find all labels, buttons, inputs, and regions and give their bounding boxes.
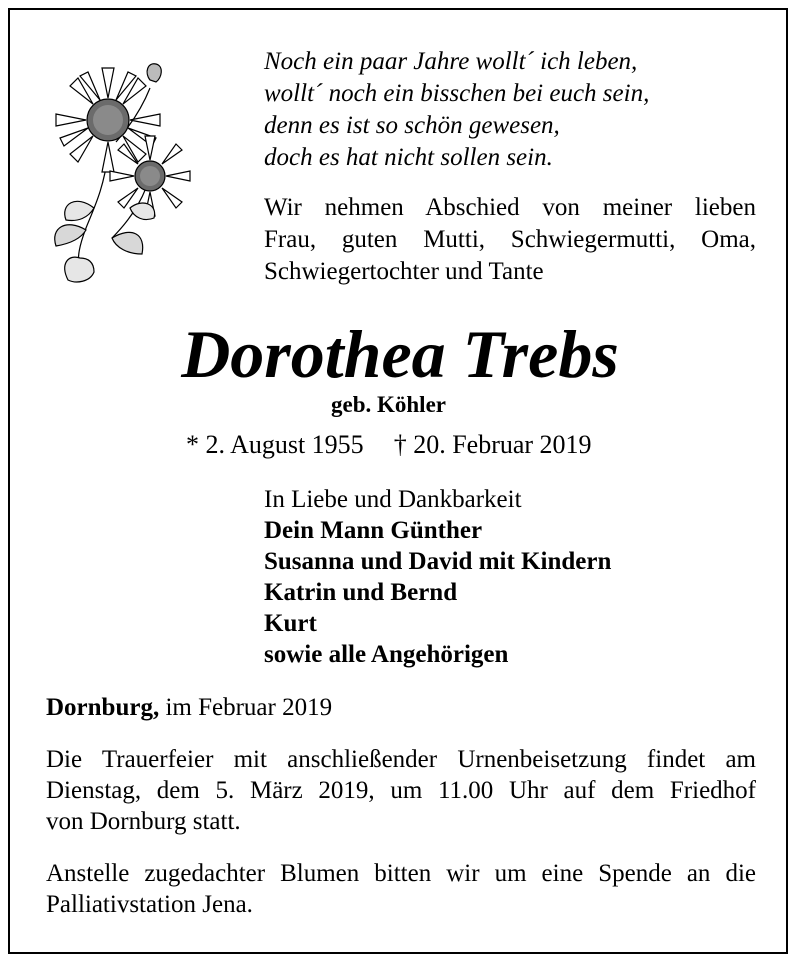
date: im Februar 2019 <box>165 694 333 721</box>
funeral-info-line: Die Trauerfeier mit anschließender Urnenbeisetzung findet am <box>46 746 756 773</box>
place: Dornburg, <box>46 694 160 721</box>
death-date: † 20. Februar 2019 <box>393 430 592 459</box>
farewell-intro <box>264 192 756 288</box>
deceased-name: Dorothea Trebs <box>181 316 619 392</box>
mourner-name: sowie alle Angehörigen <box>264 641 509 668</box>
maiden-name: geb. Köhler <box>331 392 446 417</box>
poem-line: denn es ist so schön gewesen, <box>264 112 560 139</box>
funeral-info-line: von Dornburg statt. <box>46 808 241 835</box>
mourner-name: Kurt <box>264 610 317 637</box>
mourners <box>264 484 611 670</box>
intro-line: Wir nehmen Abschied von meiner lieben <box>264 194 756 221</box>
poem-line: wollt´ noch ein bisschen bei euch sein, <box>264 80 650 107</box>
donation-info-line: Anstelle zugedachter Blumen bitten wir um eine Spende an die <box>46 860 756 887</box>
mourner-name: Susanna und David mit Kindern <box>264 548 612 575</box>
mourner-name: Katrin und Bernd <box>264 579 458 606</box>
place-date <box>46 692 332 724</box>
intro-line: Schwiegertochter und Tante <box>264 258 544 285</box>
donation-info-line: Palliativstation Jena. <box>46 891 253 918</box>
mourners-intro: In Liebe und Dankbarkeit <box>264 486 522 513</box>
intro-line: Frau, guten Mutti, Schwiegermutti, Oma, <box>264 226 756 253</box>
funeral-info-line: Dienstag, dem 5. März 2019, um 11.00 Uhr auf dem Friedhof <box>46 777 756 804</box>
poem-line: Noch ein paar Jahre wollt´ ich leben, <box>264 48 638 75</box>
funeral-info <box>46 744 756 837</box>
poem-line: doch es hat nicht sollen sein. <box>264 144 553 171</box>
poem <box>264 46 649 174</box>
life-dates <box>186 428 592 462</box>
donation-info <box>46 858 756 920</box>
mourner-name: Dein Mann Günther <box>264 517 483 544</box>
sunflower-icon <box>46 58 194 288</box>
birth-date: * 2. August 1955 <box>186 430 364 459</box>
